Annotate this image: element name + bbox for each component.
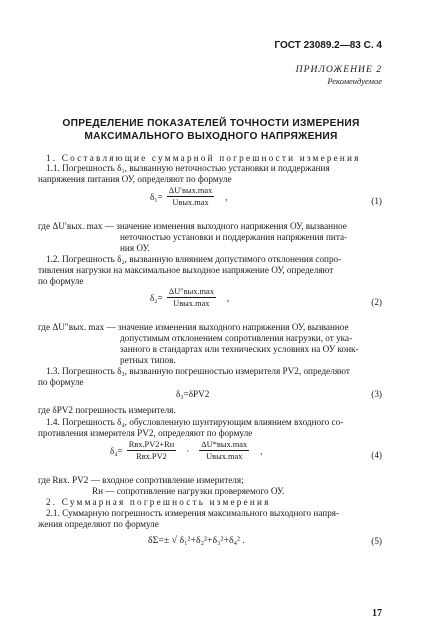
equation-number-3: (3) <box>371 389 382 399</box>
formula-2-denominator: Uвых.max <box>173 299 210 308</box>
formula-2: δ₂= $\frac{\text{ΔU″вых.max}}{\text{Uвых.max}}$ , <box>150 287 230 308</box>
para-2-1-line-2: жения определяют по формуле <box>38 519 159 529</box>
para-1-2-line-3: по формуле <box>38 276 84 286</box>
where-1-line-2: неточностью установки и поддержания напряжения пита- <box>120 232 348 242</box>
page-header: ГОСТ 23089.2—83 С. 4 <box>274 40 382 51</box>
formula-4-numerator-2: ΔU*вых.max <box>201 440 248 449</box>
where-3: где δPV2 погрешность измерителя. <box>38 405 176 415</box>
para-1-1-line-1: 1.1. Погрешность δ₁, вызванную неточностью установки и поддержания <box>46 163 330 173</box>
equation-number-1: (1) <box>371 196 382 206</box>
formula-5: δΣ=± √ δ₁²+δ₂²+δ₃²+δ₄² . <box>148 535 245 546</box>
recommended-label: Рекомендуемое <box>327 76 382 86</box>
para-2-1-line-1: 2.1. Суммарную погрешность измерения максимального выходного напря- <box>46 508 340 518</box>
where-1-line-3: ния ОУ. <box>120 243 150 253</box>
para-1-2-line-1: 1.2. Погрешность δ₂, вызванную влиянием допустимого отклонения сопро- <box>46 254 342 264</box>
where-4-line-1: где Rвх. PV2 — входное сопротивление измерителя; <box>38 475 244 485</box>
para-1-3-line-1: 1.3. Погрешность δ₃, вызванную погрешностью измерителя PV2, определяют <box>46 366 350 376</box>
formula-1-denominator: Uвых.max <box>172 198 209 207</box>
where-2-line-3: занного в стандартах или технических условиях на ОУ конк- <box>120 344 359 354</box>
formula-4-denominator-1: Rвх.PV2 <box>136 452 167 461</box>
title-line-1: ОПРЕДЕЛЕНИЕ ПОКАЗАТЕЛЕЙ ТОЧНОСТИ ИЗМЕРЕНИЯ <box>62 118 360 129</box>
formula-4-numerator-1: Rвх.PV2+Rн <box>128 440 175 449</box>
equation-number-5: (5) <box>371 536 382 546</box>
equation-number-2: (2) <box>371 297 382 307</box>
para-1-1-line-2: напряжения питания ОУ, определяют по формуле <box>38 174 232 184</box>
where-2-line-4: ретных типов. <box>120 355 176 365</box>
appendix-label: ПРИЛОЖЕНИЕ 2 <box>295 64 382 75</box>
where-4-line-2: Rн — сопротивление нагрузки проверяемого ОУ. <box>92 486 285 496</box>
formula-4: δ₄= $\frac{\text{Rвх.PV2+Rн}}{\text{Rвх.PV2}}$ · $\frac{\text{ΔU*вых.max}}{\text{Uвых.max}}$ , <box>110 440 263 461</box>
formula-1-numerator: ΔU′вых.max <box>168 186 213 195</box>
para-1-2-line-2: тивления нагрузки на максимальное выходное напряжение ОУ, определяют <box>38 265 334 275</box>
formula-3: δ₃=δPV2 <box>176 389 210 399</box>
formula-2-numerator: ΔU″вых.max <box>168 287 214 296</box>
para-1-4-line-2: противления измерителя PV2, определяют по формуле <box>38 428 253 438</box>
para-1-3-line-2: по формуле <box>38 377 84 387</box>
para-1-4-line-1: 1.4. Погрешность δ₄, обусловленную шунтирующим влиянием входного со- <box>46 417 344 427</box>
where-2-line-2: допустимым отклонением сопротивления нагрузки, от ука- <box>120 333 353 343</box>
section-1-heading: 1. Составляющие суммарной погрешности измерения <box>46 153 361 163</box>
where-2-line-1: где ΔU″вых. max — значение изменения выходного напряжения ОУ, вызванное <box>38 322 349 332</box>
formula-1: δ₁= $\frac{\text{ΔU′вых.max}}{\text{Uвых.max}}$ , <box>150 186 228 207</box>
where-1-line-1: где ΔU′вых. max — значение изменения выходного напряжения ОУ, вызванное <box>38 221 347 231</box>
title-line-2: МАКСИМАЛЬНОГО ВЫХОДНОГО НАПРЯЖЕНИЯ <box>84 131 338 142</box>
page-number: 17 <box>372 608 382 619</box>
formula-4-denominator-2: Uвых.max <box>206 452 243 461</box>
equation-number-4: (4) <box>371 450 382 460</box>
section-2-heading: 2. Суммарная погрешность измерения <box>46 497 271 507</box>
